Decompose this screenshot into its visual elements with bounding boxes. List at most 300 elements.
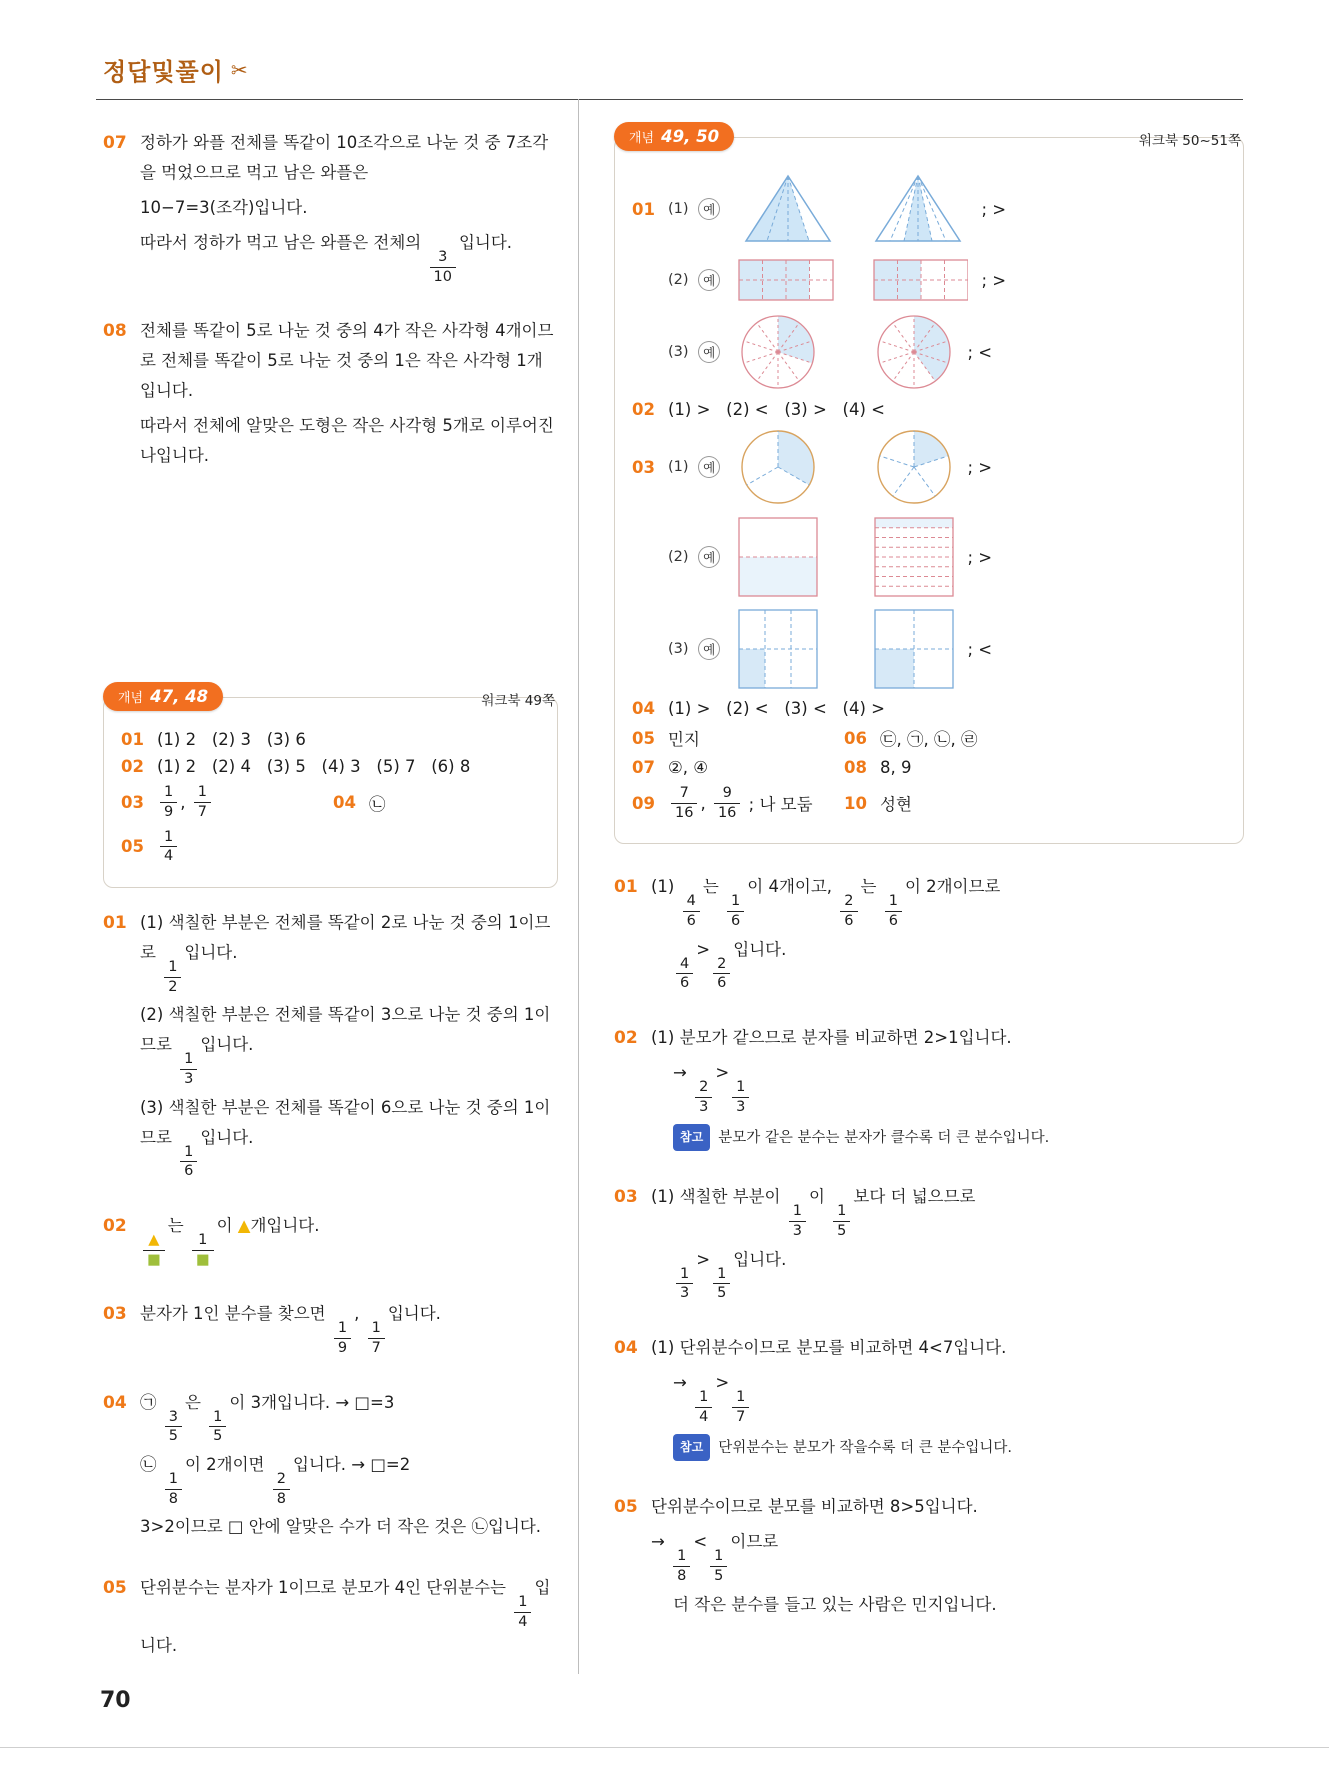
text-line (673, 935, 1244, 992)
answer-item (121, 757, 470, 776)
answer-item (121, 829, 180, 865)
header-title: 정답및풀이 (103, 58, 224, 86)
fraction-denominator: 6 (683, 911, 700, 930)
text-line (140, 1573, 558, 1660)
answer-row (632, 312, 1229, 392)
reference-badge: 참고 (673, 1434, 710, 1461)
concept-pill (103, 682, 223, 711)
fraction-numerator: 1 (168, 959, 178, 976)
fraction-denominator: 3 (789, 1221, 806, 1240)
fraction (334, 1320, 351, 1356)
answer-item (844, 726, 977, 750)
circles-tenths-pair-figure (738, 312, 954, 392)
fraction-denominator: 2 (164, 977, 181, 996)
solution-body (140, 128, 558, 290)
text-segment: (2) 색칠한 부분은 전체를 똑같이 3으로 나눈 것 중의 1이므로 (140, 1005, 551, 1055)
answer-content (668, 726, 700, 750)
text-segment: → (651, 1532, 671, 1552)
answer-row (632, 400, 1229, 419)
text-segment: ; > (976, 270, 1007, 290)
example-tag: 예 (698, 341, 720, 363)
text-segment: 입니다. (184, 943, 238, 963)
answer-box (614, 137, 1244, 844)
text-segment: (1) 단위분수이므로 분모를 비교하면 4<7입니다. (651, 1338, 1007, 1358)
reference-badge: 참고 (673, 1124, 710, 1151)
text-line (673, 1058, 1244, 1115)
solution-item-01 (103, 908, 558, 1185)
solution-body (140, 1388, 558, 1548)
answer-number: 09 (632, 793, 655, 813)
solution-body (651, 1492, 1244, 1624)
text-segment: 이 2개이면 (184, 1455, 270, 1475)
solution-number: 04 (103, 1392, 127, 1413)
answer-number: 03 (632, 457, 655, 477)
fraction-denominator: 6 (885, 911, 902, 930)
fraction-denominator: 5 (165, 1426, 182, 1445)
fraction-denominator: 4 (695, 1407, 712, 1426)
text-segment: 입니다. (733, 1249, 787, 1269)
fraction-denominator: 16 (671, 803, 697, 822)
fraction (732, 1389, 749, 1425)
fraction-denominator: 4 (160, 846, 177, 865)
solution-number: 07 (103, 133, 127, 153)
text-segment: > (696, 1249, 711, 1269)
fraction (164, 959, 181, 995)
text-segment: 는 (167, 1216, 189, 1236)
answer-item (632, 170, 1006, 248)
text-segment: (3) (668, 641, 694, 657)
text-line (140, 1093, 558, 1180)
text-line (140, 128, 558, 188)
fraction-numerator: 1 (197, 784, 207, 801)
solution-number: 05 (614, 1497, 638, 1518)
fraction (695, 1389, 712, 1425)
fraction (732, 1079, 749, 1115)
text-segment: 개입니다. (250, 1216, 320, 1236)
fraction (673, 1548, 690, 1584)
text-segment: (1) 색칠한 부분은 전체를 똑같이 2로 나눈 것 중의 1이므로 (140, 913, 551, 963)
text-segment: 10−7=3(조각)입니다. (140, 198, 308, 217)
solution-item-02 (614, 1023, 1244, 1156)
text-segment: ; > (962, 457, 993, 477)
solution-body (651, 872, 1244, 997)
answer-content (880, 791, 912, 815)
text-line (140, 1211, 558, 1268)
fraction-numerator: 4 (680, 955, 690, 972)
solution-body (140, 1299, 558, 1361)
text-line (651, 1492, 1244, 1522)
answer-number: 08 (844, 758, 867, 777)
fraction-numerator: 2 (276, 1471, 286, 1488)
example-tag: 예 (698, 269, 720, 291)
fraction-denominator: 8 (673, 1566, 690, 1585)
fraction-denominator: 8 (273, 1489, 290, 1508)
text-line (140, 908, 558, 995)
text-line (140, 1299, 558, 1356)
fraction-denominator: 3 (732, 1097, 749, 1116)
answer-row (121, 829, 543, 865)
answer-item (632, 758, 844, 777)
fraction (273, 1471, 290, 1507)
text-segment: 단위분수이므로 분모를 비교하면 8>5입니다. (651, 1497, 978, 1517)
workbook-reference: 워크북 50~51쪽 (1138, 133, 1241, 149)
answer-row (632, 726, 1229, 750)
answer-row (632, 758, 1229, 777)
solution-item-08 (103, 316, 558, 476)
text-segment: 단위분수는 분자가 1이므로 분모가 4인 단위분수는 (140, 1578, 512, 1598)
solution-item-04 (103, 1388, 558, 1548)
answer-item (632, 515, 992, 599)
left-column (103, 128, 558, 1692)
solution-item-05 (614, 1492, 1244, 1624)
fraction (885, 893, 902, 929)
fraction-denominator: 10 (430, 267, 456, 286)
text-segment: 입니다. (387, 1304, 441, 1324)
answer-item (632, 699, 885, 718)
fraction (676, 956, 693, 992)
text-segment: > (715, 1063, 730, 1083)
text-segment: (2) (668, 549, 694, 565)
page-number: 70 (100, 1688, 131, 1713)
fraction-numerator: 2 (844, 893, 854, 910)
text-line (140, 1000, 558, 1087)
text-line (140, 1450, 558, 1507)
answer-number: 04 (333, 793, 356, 813)
text-line (673, 1368, 1244, 1425)
fraction-denominator: 5 (833, 1221, 850, 1240)
concept-box-49-50 (614, 122, 1244, 844)
fraction-numerator: 1 (168, 1471, 178, 1488)
fraction-denominator: 3 (180, 1069, 197, 1088)
solution-item-03 (614, 1182, 1244, 1307)
concept-pill-prefix: 개념 (629, 131, 655, 146)
answer-content (668, 785, 813, 821)
note-line (673, 1434, 1244, 1461)
fraction (713, 956, 730, 992)
text-segment: 민지 (668, 730, 700, 749)
example-tag: 예 (698, 456, 720, 478)
answer-item (844, 791, 912, 815)
text-line (651, 1333, 1244, 1363)
text-segment: , (180, 793, 191, 813)
answer-content (668, 758, 708, 777)
fraction-numerator: 1 (198, 1232, 208, 1249)
solution-body (651, 1182, 1244, 1307)
answer-row (632, 427, 1229, 507)
answer-row (632, 515, 1229, 599)
fraction-numerator: 1 (164, 784, 174, 801)
answer-content (668, 427, 992, 507)
fraction-numerator: 1 (792, 1203, 802, 1220)
answer-row (121, 757, 543, 776)
text-segment: (1) > (2) < (3) > (4) < (668, 400, 885, 419)
fraction-denominator: 6 (713, 973, 730, 992)
text-segment: 성현 (880, 795, 912, 815)
fraction-numerator: 1 (184, 1051, 194, 1068)
text-segment: ; > (962, 547, 993, 567)
answer-row (632, 607, 1229, 691)
text-segment: 는 (702, 877, 725, 897)
right-column (614, 122, 1244, 1651)
solution-item-07 (103, 128, 558, 290)
answer-content (369, 791, 386, 815)
text-segment: 이 3개입니다. → □=3 (229, 1392, 395, 1412)
fraction-numerator: 2 (717, 955, 727, 972)
fraction (514, 1594, 531, 1630)
fraction-denominator: 9 (334, 1338, 351, 1357)
fraction (727, 893, 744, 929)
fraction-numerator: 1 (736, 1389, 746, 1406)
fraction (192, 1232, 214, 1268)
answer-row (632, 256, 1229, 304)
text-segment: 단위분수는 분모가 작을수록 더 큰 분수입니다. (718, 1440, 1012, 1457)
squares-sixths-quarters-figure (738, 607, 954, 691)
column-divider (578, 99, 579, 1674)
example-tag: 예 (698, 198, 720, 220)
fraction-denominator: 6 (727, 911, 744, 930)
solution-body (140, 316, 558, 476)
answer-row (632, 699, 1229, 718)
fraction (710, 1548, 727, 1584)
example-tag: 예 (698, 638, 720, 660)
answer-number: 04 (632, 699, 655, 718)
fraction-denominator: 9 (160, 802, 177, 821)
fraction (194, 784, 211, 820)
solution-item-02 (103, 1211, 558, 1273)
answer-number: 07 (632, 758, 655, 777)
text-segment: 이 4개이고, (747, 877, 838, 897)
answer-content (668, 312, 992, 392)
workbook-reference: 워크북 49쪽 (481, 693, 555, 710)
answer-number: 03 (121, 793, 144, 813)
fraction (143, 1232, 165, 1268)
fraction-numerator: 1 (184, 1143, 194, 1160)
fraction (714, 785, 740, 821)
text-line (651, 1527, 1244, 1584)
fraction-denominator: ■ (192, 1250, 214, 1269)
answer-row (632, 785, 1229, 821)
text-segment: 입니다. (458, 233, 513, 252)
text-segment: 이 (216, 1216, 238, 1236)
answer-number: 05 (121, 837, 144, 857)
concept-pill (614, 122, 734, 151)
concept-box-47-48 (103, 682, 558, 888)
text-segment: ; < (962, 342, 993, 362)
fraction (840, 893, 857, 929)
answer-number: 05 (632, 728, 655, 748)
text-segment: 이 (808, 1187, 831, 1207)
text-segment: 따라서 정하가 먹고 남은 와플은 전체의 (140, 233, 427, 252)
text-line (140, 1512, 558, 1542)
text-line (651, 1182, 1244, 1239)
fraction-numerator: 1 (837, 1203, 847, 1220)
fraction (160, 829, 177, 865)
fraction-denominator: 4 (514, 1612, 531, 1631)
text-segment: 따라서 전체에 알맞은 도형은 작은 사각형 5개로 이루어진 나입니다. (140, 416, 560, 466)
text-segment: (3) 색칠한 부분은 전체를 똑같이 6으로 나눈 것 중의 1이므로 (140, 1097, 551, 1147)
answer-item (333, 791, 386, 815)
text-segment: 이 2개이므로 (904, 877, 1001, 897)
text-segment: 분모가 같은 분수는 분자가 클수록 더 큰 분수입니다. (718, 1130, 1050, 1147)
fraction-denominator: 5 (209, 1426, 226, 1445)
answer-content (157, 730, 306, 749)
answer-box (103, 697, 558, 888)
example-tag: 예 (698, 546, 720, 568)
rectangles-pair-figure (738, 256, 968, 304)
fraction-denominator: 7 (194, 802, 211, 821)
solutions-top-section (103, 128, 558, 476)
fraction-numerator: 3 (168, 1408, 178, 1425)
text-segment: (1) (668, 459, 694, 475)
answer-number: 02 (121, 757, 144, 777)
fraction-numerator: 1 (736, 1079, 746, 1096)
text-line (140, 411, 558, 471)
circles-thirds-fifths-figure (738, 427, 954, 507)
solutions-left-section (103, 908, 558, 1666)
fraction (160, 784, 177, 820)
answer-content (157, 757, 470, 776)
solution-number: 02 (103, 1216, 127, 1237)
text-segment: (1) (651, 877, 680, 897)
answer-number: 01 (121, 730, 144, 750)
answer-item (632, 427, 992, 507)
fraction-numerator: 1 (888, 893, 898, 910)
concept-pill-prefix: 개념 (118, 691, 144, 707)
fraction (368, 1320, 385, 1356)
solution-number: 03 (614, 1187, 638, 1208)
solution-number: 04 (614, 1338, 638, 1359)
text-line (140, 228, 558, 285)
fraction-numerator: 1 (717, 1265, 727, 1282)
text-line (140, 316, 558, 406)
text-segment: , (354, 1304, 365, 1324)
solution-body (140, 1573, 558, 1665)
text-segment: 입니다. (200, 1127, 254, 1147)
answer-content (880, 758, 912, 777)
answer-content (668, 607, 992, 691)
text-segment: (1) 색칠한 부분이 (651, 1187, 786, 1207)
fraction-numerator: 1 (518, 1594, 528, 1611)
fraction-numerator: 1 (337, 1320, 348, 1337)
fraction-denominator: 16 (714, 803, 740, 822)
answer-item (121, 730, 306, 749)
solution-item-05 (103, 1573, 558, 1665)
solution-item-04 (614, 1333, 1244, 1466)
text-segment: 8, 9 (880, 758, 912, 777)
text-segment: 정하가 와플 전체를 똑같이 10조각으로 나눈 것 중 7조각을 먹었으므로 먹고 남은 와플은 (140, 133, 549, 182)
text-segment: 3>2이므로 □ 안에 알맞은 수가 더 작은 것은 ㉡입니다. (140, 1517, 542, 1537)
note-line (673, 1124, 1244, 1151)
solution-number: 08 (103, 321, 127, 342)
text-segment: 는 (860, 877, 882, 897)
text-segment: (1) 분모가 같으므로 분자를 비교하면 2>1입니다. (651, 1028, 1012, 1048)
solution-number: 02 (614, 1028, 638, 1049)
answer-content (157, 784, 214, 820)
fraction-denominator: 7 (368, 1338, 385, 1357)
fraction-numerator: 1 (677, 1548, 687, 1565)
fraction (430, 249, 456, 285)
fraction-denominator: 7 (732, 1407, 749, 1426)
text-segment: > (696, 939, 711, 959)
text-segment: ㉡ (140, 1455, 162, 1475)
text-segment: 더 작은 분수를 들고 있는 사람은 민지입니다. (673, 1594, 997, 1614)
text-line (651, 872, 1244, 929)
fraction-numerator: 1 (213, 1408, 223, 1425)
answer-item (632, 256, 1006, 304)
text-segment: 은 (184, 1392, 207, 1412)
text-segment: (3) (668, 344, 694, 360)
fraction-denominator: 5 (710, 1566, 727, 1585)
fraction-numerator: 1 (371, 1320, 381, 1337)
text-segment: > (715, 1373, 730, 1393)
fraction-numerator: 9 (722, 785, 732, 801)
header-rule (96, 99, 1243, 100)
fraction-numerator: 3 (438, 249, 448, 265)
text-line (651, 1023, 1244, 1053)
squares-halves-eighths-figure (738, 515, 954, 599)
fraction-numerator: 4 (686, 893, 696, 910)
triangles-pair-figure (738, 170, 968, 248)
concept-pill-numbers: 49, 50 (661, 127, 720, 146)
text-segment: ㉠ (140, 1392, 162, 1412)
text-segment: (1) 2 (2) 4 (3) 5 (4) 3 (5) 7 (6) 8 (157, 757, 471, 777)
fraction (180, 1144, 197, 1180)
fraction (165, 1409, 182, 1445)
page-header (103, 52, 248, 87)
fraction-numerator: 1 (164, 828, 174, 845)
fraction (165, 1471, 182, 1507)
answer-number: 06 (844, 728, 867, 748)
fraction-numerator: 1 (680, 1265, 690, 1282)
fraction-numerator: 1 (731, 893, 741, 910)
answer-item (632, 726, 844, 750)
text-segment: ; 나 모둠 (743, 795, 813, 815)
text-segment: 보다 더 넓으므로 (853, 1187, 976, 1207)
answer-item (632, 607, 992, 691)
solution-body (651, 1333, 1244, 1466)
text-segment: (1) 2 (2) 3 (3) 6 (157, 730, 306, 750)
answer-content (668, 400, 885, 419)
fraction-denominator: 6 (840, 911, 857, 930)
fraction (789, 1203, 806, 1239)
concept-pill-numbers: 47, 48 (150, 687, 209, 707)
answer-item (632, 785, 844, 821)
text-segment: → (673, 1063, 693, 1083)
text-segment: < (693, 1532, 708, 1552)
text-segment: 전체를 똑같이 5로 나눈 것 중의 4가 작은 사각형 4개이므로 전체를 똑같이 5로 나눈 것 중의 1은 작은 사각형 1개입니다. (140, 321, 554, 401)
text-segment: 입니다. → □=2 (292, 1455, 411, 1475)
fraction (713, 1266, 730, 1302)
fraction (676, 1266, 693, 1302)
answer-content (668, 699, 885, 718)
fraction (671, 785, 697, 821)
fraction-numerator: 1 (714, 1548, 724, 1565)
solution-body (140, 908, 558, 1185)
text-segment: 입니다. (733, 939, 787, 959)
text-segment: ; < (962, 639, 993, 659)
fraction (683, 893, 700, 929)
text-segment: 분자가 1인 분수를 찾으면 (140, 1304, 331, 1324)
answer-item (844, 758, 912, 777)
fraction-numerator: ▲ (148, 1232, 160, 1249)
solution-item-03 (103, 1299, 558, 1361)
solution-number: 01 (103, 913, 127, 934)
answer-content (880, 726, 977, 750)
bottom-rule (0, 1747, 1329, 1748)
text-segment: ②, ④ (668, 758, 709, 777)
answer-content (668, 170, 1006, 248)
fraction (180, 1051, 197, 1087)
